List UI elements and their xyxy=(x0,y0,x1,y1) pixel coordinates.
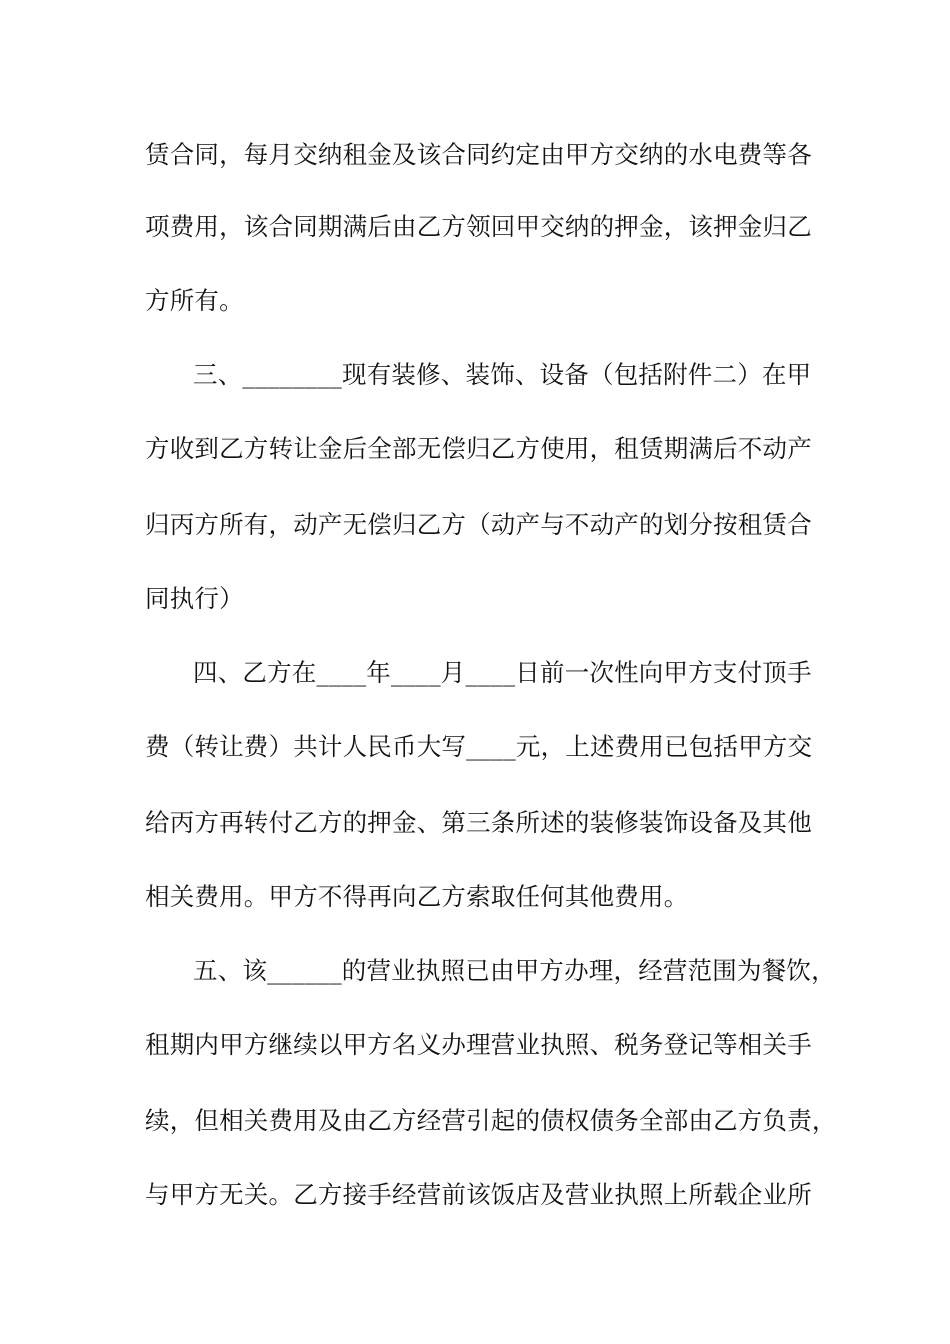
text-line: 给丙方再转付乙方的押金、第三条所述的装修装饰设备及其他 xyxy=(145,808,812,837)
text-line: 与甲方无关。乙方接手经营前该饭店及营业执照上所载企业所 xyxy=(145,1180,812,1209)
text-line: 项费用，该合同期满后由乙方领回甲交纳的押金，该押金归乙 xyxy=(145,212,812,241)
text-line: 赁合同，每月交纳租金及该合同约定由甲方交纳的水电费等各 xyxy=(145,140,812,169)
text-line: 租期内甲方继续以甲方名义办理营业执照、税务登记等相关手 xyxy=(145,1030,812,1059)
text-line: 归丙方所有，动产无偿归乙方（动产与不动产的划分按租赁合 xyxy=(145,510,812,539)
text-line: 相关费用。甲方不得再向乙方索取任何其他费用。 xyxy=(145,882,689,911)
text-line: 方所有。 xyxy=(145,286,244,315)
paragraph-3-first-line: 三、________现有装修、装饰、设备（包括附件二）在甲 xyxy=(193,360,812,389)
text-line: 方收到乙方转让金后全部无偿归乙方使用，租赁期满后不动产 xyxy=(145,434,812,463)
text-line: 费（转让费）共计人民币大写____元，上述费用已包括甲方交 xyxy=(145,732,813,761)
text-line: 续，但相关费用及由乙方经营引起的债权债务全部由乙方负责， xyxy=(145,1106,837,1135)
text-line: 同执行） xyxy=(145,584,244,613)
paragraph-5-first-line: 五、该______的营业执照已由甲方办理，经营范围为餐饮， xyxy=(193,956,836,985)
paragraph-4-first-line: 四、乙方在____年____月____日前一次性向甲方支付顶手 xyxy=(193,658,812,687)
